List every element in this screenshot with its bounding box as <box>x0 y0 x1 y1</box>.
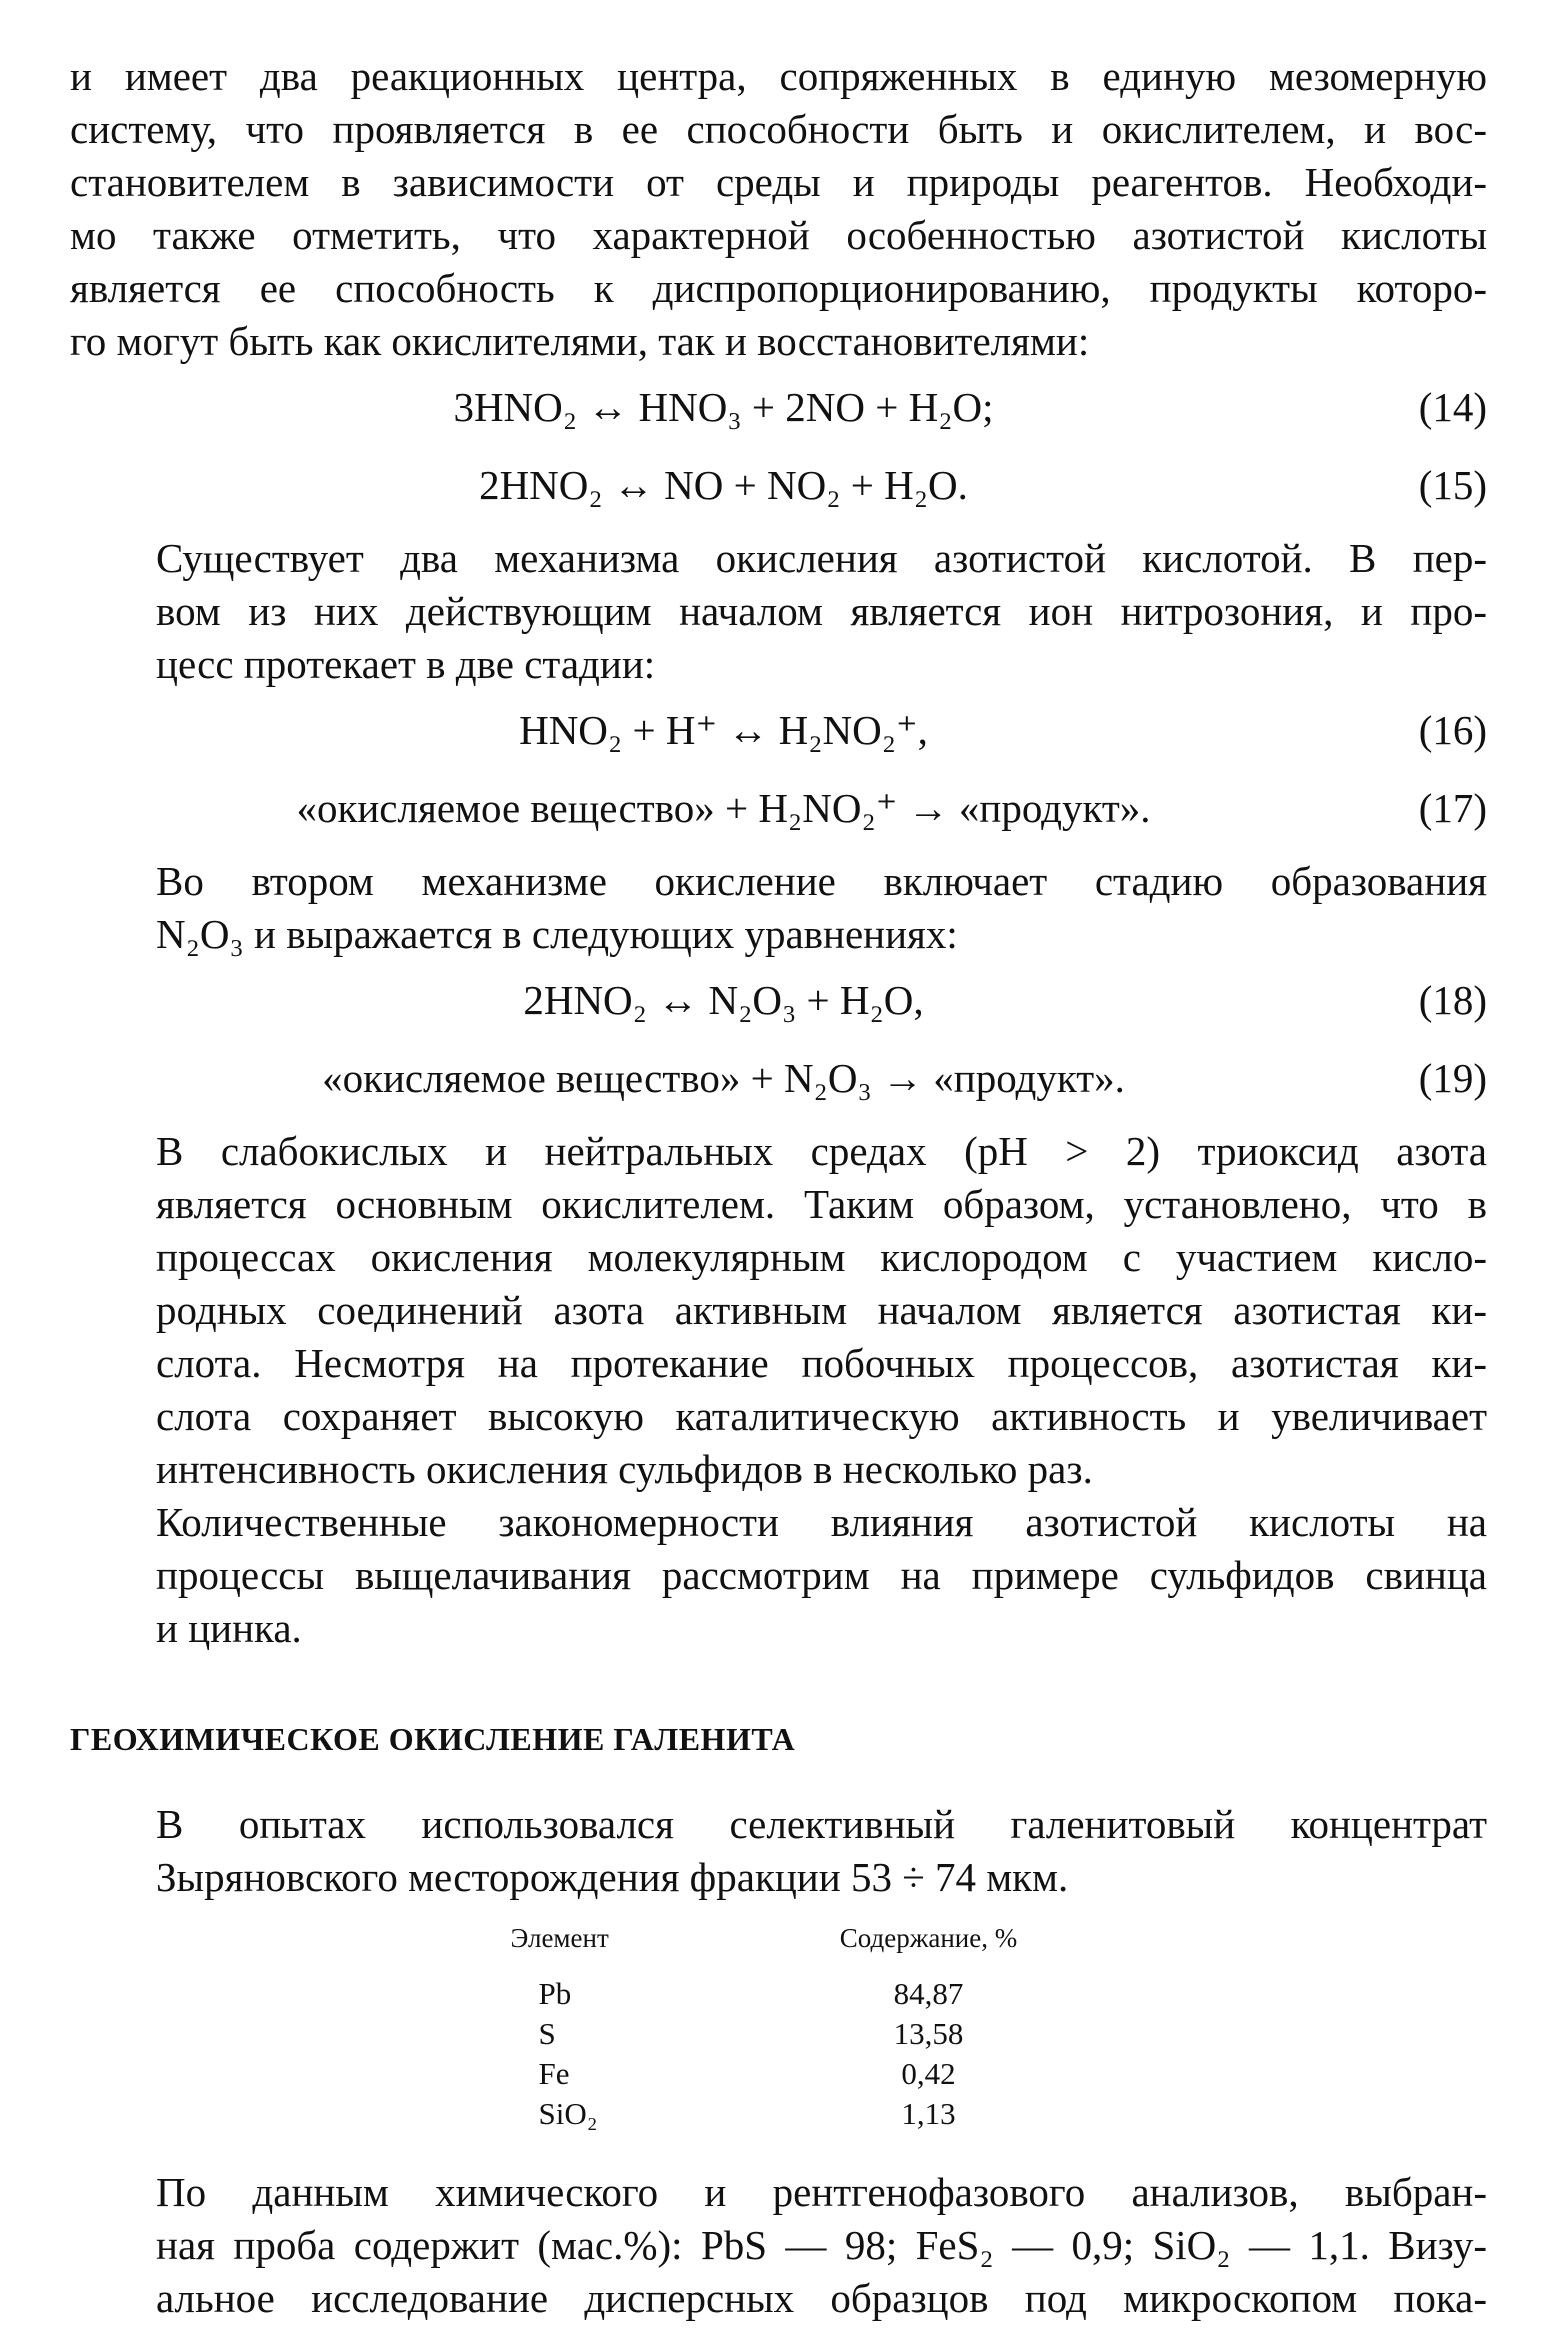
text-line: слота. Несмотря на протекание побочных процессов, азотистая ки- <box>156 1340 1487 1386</box>
equation-15 <box>70 446 1487 524</box>
equation-number: (14) <box>1418 384 1487 430</box>
section-heading: ГЕОХИМИЧЕСКОЕ ОКИСЛЕНИЕ ГАЛЕНИТА <box>70 1721 796 1757</box>
composition-table <box>499 1918 1059 2134</box>
equation-18 <box>70 961 1487 1039</box>
table-cell-element: S <box>538 2016 556 2051</box>
text-line: мо также отметить, что характерной особенностью азотистой кислоты <box>70 212 1487 258</box>
equation-number: (18) <box>1418 977 1487 1023</box>
paragraph-6 <box>70 1798 1487 1904</box>
equation-formula: «окисляемое вещество» + H₂NO₂⁺ → «продукт». <box>296 785 1151 831</box>
text-line: В слабокислых и нейтральных средах (pH > 2) триоксид азота <box>156 1128 1487 1174</box>
equation-14 <box>70 368 1487 446</box>
text-line: По данным химического и рентгенофазового анализов, выбран- <box>156 2169 1487 2215</box>
paragraph-4 <box>70 1125 1487 1496</box>
table-cell-content: 13,58 <box>893 2016 964 2051</box>
equation-number: (19) <box>1418 1055 1487 1101</box>
table-row <box>499 1974 1059 2014</box>
equation-16 <box>70 691 1487 769</box>
equation-formula: 2HNO₂ ↔ NO + NO₂ + H₂O. <box>479 462 968 508</box>
table-cell-content: 1,13 <box>901 2096 956 2131</box>
paragraph-5 <box>70 1496 1487 1655</box>
paragraph-7 <box>70 2166 1487 2325</box>
table-cell-element: Pb <box>538 1976 572 2011</box>
text-line: слота сохраняет высокую каталитическую активность и увеличивает <box>156 1393 1487 1439</box>
text-line: ная проба содержит (мас.%): PbS — 98; FeS₂ — 0,9; SiO₂ — 1,1. Визу- <box>156 2222 1487 2268</box>
text-line: является основным окислителем. Таким образом, установлено, что в <box>156 1181 1487 1227</box>
text-line: и цинка. <box>156 1605 302 1651</box>
equation-number: (17) <box>1418 785 1487 831</box>
text-line: процессы выщелачивания рассмотрим на примере сульфидов свинца <box>156 1552 1487 1598</box>
equation-formula: 3HNO₂ ↔ HNO₃ + 2NO + H₂O; <box>453 384 994 430</box>
text-line: является ее способность к диспропорционированию, продукты которо- <box>70 265 1487 311</box>
paragraph-2 <box>70 532 1487 691</box>
equation-formula: «окисляемое вещество» + N₂O₃ → «продукт». <box>322 1055 1125 1101</box>
table-header-row <box>499 1918 1059 1958</box>
table-header-element: Элемент <box>510 1923 609 1953</box>
text-line: Зыряновского месторождения фракции 53 ÷ 74 мкм. <box>156 1854 1069 1900</box>
equation-number: (15) <box>1418 462 1487 508</box>
table-cell-content: 0,42 <box>901 2056 956 2091</box>
equation-19 <box>70 1039 1487 1117</box>
table-row <box>499 2054 1059 2094</box>
text-line: интенсивность окисления сульфидов в несколько раз. <box>156 1446 1093 1492</box>
table-header-content: Содержание, % <box>839 1923 1018 1953</box>
text-line: альное исследование дисперсных образцов под микроскопом пока- <box>156 2275 1487 2321</box>
text-line: В опытах использовался селективный галенитовый концентрат <box>156 1801 1487 1847</box>
paragraph-3 <box>70 855 1487 961</box>
text-line: Количественные закономерности влияния азотистой кислоты на <box>156 1499 1487 1545</box>
text-line: Во втором механизме окисление включает стадию образования <box>156 858 1487 904</box>
text-line: родных соединений азота активным началом является азотистая ки- <box>156 1287 1487 1333</box>
table-cell-content: 84,87 <box>893 1976 964 2011</box>
equation-17 <box>70 769 1487 847</box>
equation-number: (16) <box>1418 707 1487 753</box>
table-row <box>499 2014 1059 2054</box>
text-line: и имеет два реакционных центра, сопряженных в единую мезомерную <box>70 53 1487 99</box>
text-line: Существует два механизма окисления азотистой кислотой. В пер- <box>156 535 1487 581</box>
paragraph-1 <box>70 50 1487 368</box>
table-cell-element: Fe <box>538 2056 570 2091</box>
text-line: систему, что проявляется в ее способности быть и окислителем, и вос- <box>70 106 1487 152</box>
text-line: вом из них действующим началом является ион нитрозония, и про- <box>156 588 1487 634</box>
text-line: N₂O₃ и выражается в следующих уравнениях: <box>156 911 958 957</box>
text-line: го могут быть как окислителями, так и восстановителями: <box>70 318 1090 364</box>
text-line: процессах окисления молекулярным кислородом с участием кисло- <box>156 1234 1487 1280</box>
table-row <box>499 2094 1059 2134</box>
text-line: становителем в зависимости от среды и природы реагентов. Необходи- <box>70 159 1487 205</box>
equation-formula: HNO₂ + H⁺ ↔ H₂NO₂⁺, <box>519 707 928 753</box>
table-cell-element: SiO₂ <box>538 2096 598 2131</box>
equation-formula: 2HNO₂ ↔ N₂O₃ + H₂O, <box>523 977 924 1023</box>
text-line: цесс протекает в две стадии: <box>156 641 656 687</box>
